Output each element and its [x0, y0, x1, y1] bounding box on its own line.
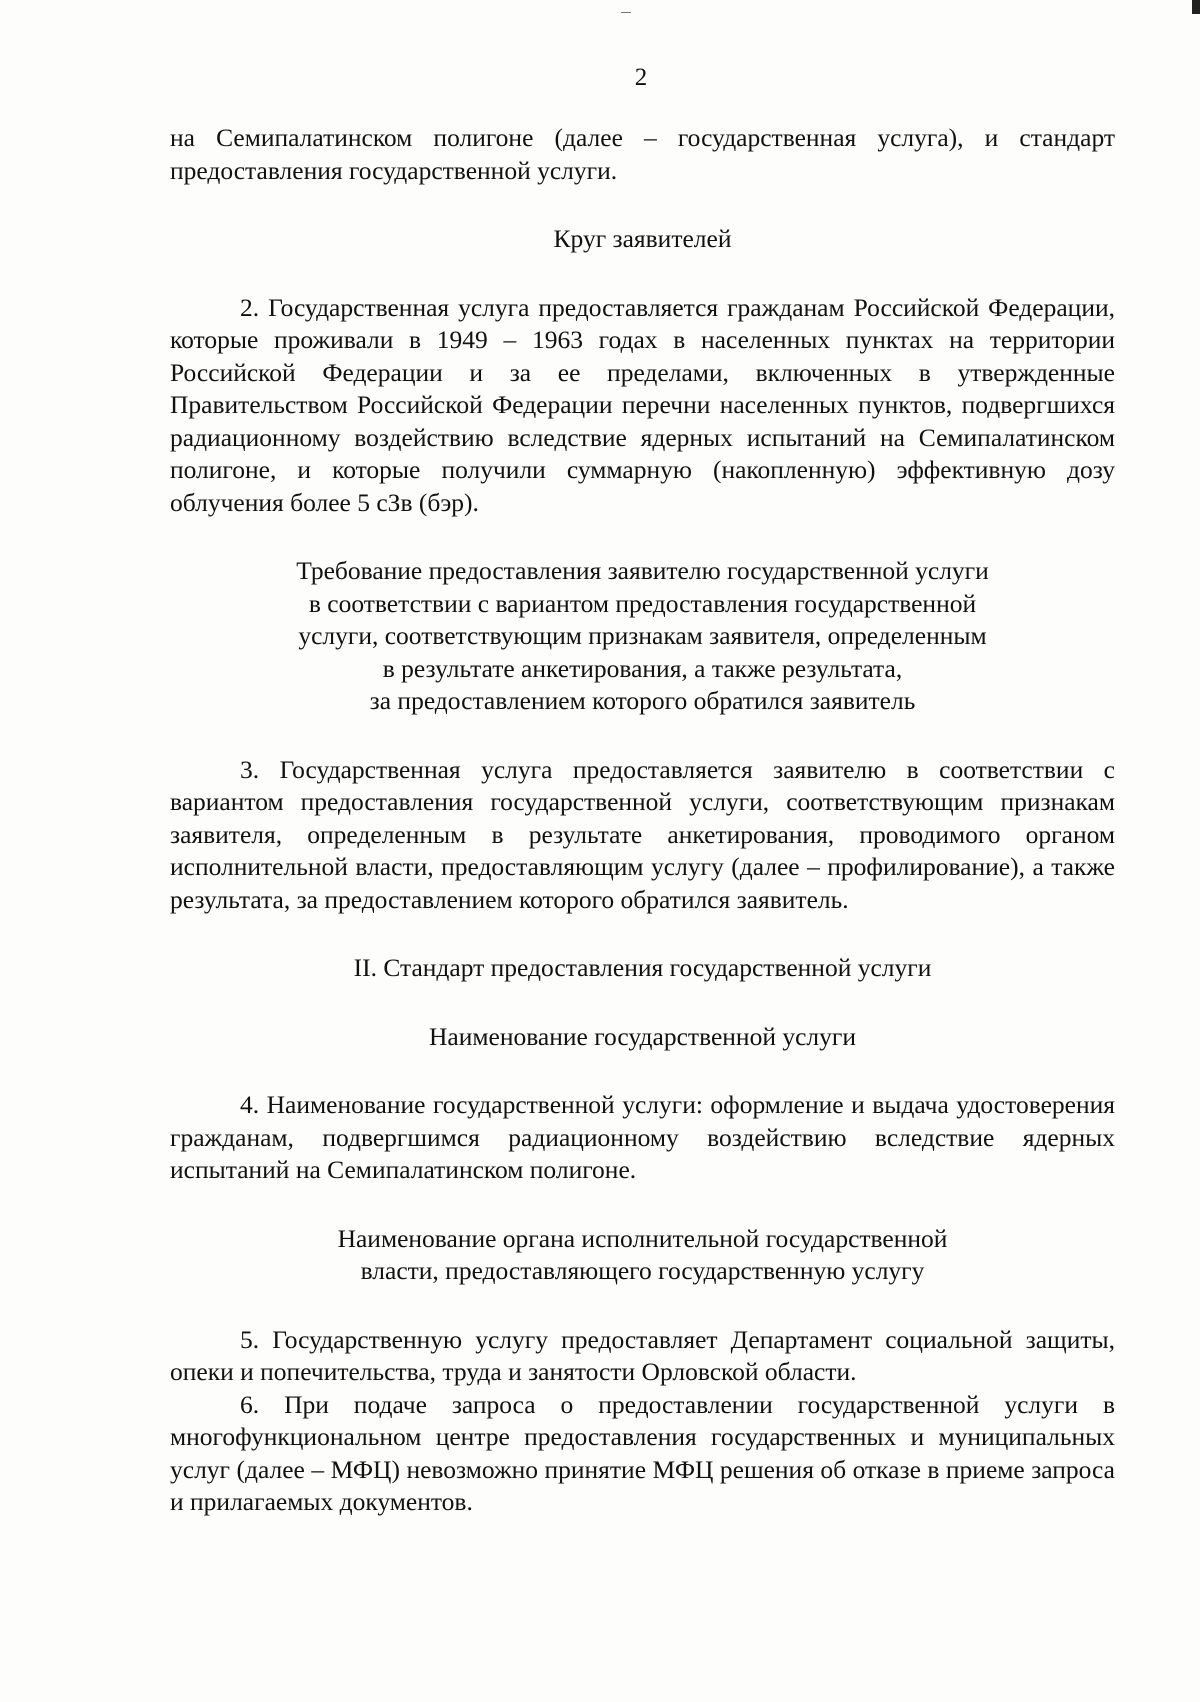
heading-line: в результате анкетирования, а также результата, [382, 653, 903, 683]
heading-line: II. Стандарт предоставления государственной услуги [353, 953, 932, 982]
heading-section-ii [170, 952, 1115, 985]
heading-line: услуги, соответствующим признакам заявителя, определенным [298, 621, 987, 650]
heading-service-name [170, 1021, 1115, 1054]
heading-line: Требование предоставления заявителю государственной услуги [296, 556, 989, 585]
paragraph-intro-continuation: на Семипалатинском полигоне (далее – государственная услуга), и стандарт предоставления государственной услуги. [170, 123, 1115, 185]
heading-line: Круг заявителей [553, 224, 732, 253]
heading-line: Наименование органа исполнительной государственной [337, 1223, 948, 1253]
heading-service-variant-requirement [170, 555, 1115, 718]
paragraph-4: 4. Наименование государственной услуги: оформление и выдача удостоверения гражданам, подвергшимся радиационному воздействию вследствие ядерных испытаний на Семипалатинском полигоне. [170, 1090, 1115, 1184]
paragraph-5: 5. Государственную услугу предоставляет Департамент социальной защиты, опеки и попечительства, труда и занятости Орловской области. [170, 1324, 1115, 1386]
paragraph-6: 6. При подаче запроса о предоставлении государственной услуги в многофункциональном центре предоставления государственных и муниципальных услуг (далее – МФЦ) невозможно принятие МФЦ решения об отказе в приеме запроса и прилагаемых документов. [170, 1389, 1115, 1516]
document-body [170, 122, 1115, 1519]
heading-applicants [170, 223, 1115, 256]
heading-line: за предоставлением которого обратился заявитель [369, 686, 916, 715]
heading-line: власти, предоставляющего государственную услугу [360, 1256, 925, 1285]
heading-line: в соответствии с вариантом предоставления государственной [308, 588, 977, 618]
heading-line: Наименование государственной услуги [428, 1021, 856, 1051]
paragraph-3: 3. Государственная услуга предоставляется заявителю в соответствии с вариантом предоставления государственной услуги, соответствующим признакам заявителя, определенным в результате анкетирования, проводимого органом исполнительной власти, предоставляющим услугу (далее – профилирование), а также результата, за предоставлением которого обратился заявитель. [170, 754, 1115, 914]
page-number: 2 [634, 64, 648, 91]
scan-artifact-mark [1192, 0, 1200, 14]
scan-artifact-dash [621, 12, 631, 13]
heading-authority-name [170, 1223, 1115, 1288]
paragraph-2: 2. Государственная услуга предоставляется гражданам Российской Федерации, которые проживали в 1949 – 1963 годах в населенных пунктах на территории Российской Федерации и за ее пределами, включенных в утвержденные Правительством Российской Федерации перечни населенных пунктов, подвергшихся радиационному воздействию вследствие ядерных испытаний на Семипалатинском полигоне, и которые получили суммарную (накопленную) эффективную дозу облучения более 5 сЗв (бэр). [170, 292, 1115, 517]
